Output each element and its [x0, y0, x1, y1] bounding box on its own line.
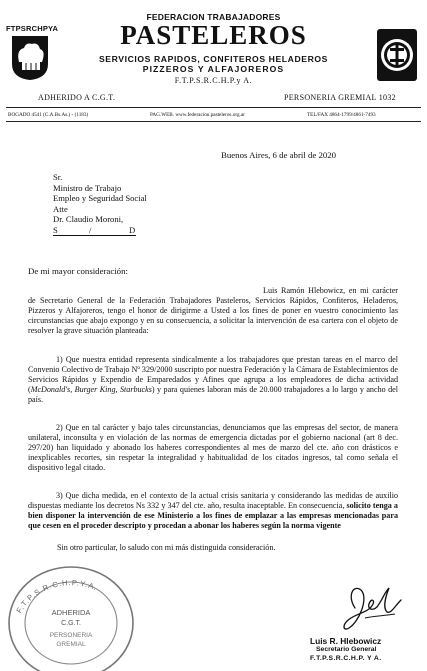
addressee-name: Dr. Claudio Moroni,	[53, 214, 124, 224]
chef-hat-logo-icon	[10, 34, 50, 82]
header-acronym: F.T.P.S.R.C.H.P.y A.	[174, 76, 253, 85]
stamp-line-3: PERSONERIA	[49, 632, 93, 639]
paragraph-point-1-brands: McDonald's, Burger King, Starbucks	[30, 384, 152, 394]
stamp-line-2: C.G.T.	[61, 620, 81, 627]
header-subtitle-2: PIZZEROS Y ALFAJOREROS	[142, 64, 285, 74]
sd-slash: /	[89, 224, 92, 235]
paragraph-intro: Luis Ramón Hlebowicz, en mi carácter de Secretario General de la Federación Trabajadores Pasteleros, Servicios Rápidos, Confiteros, Heladeros, Pizzeros y Alfajoreros, tengo el honor de dirigirme a Usted a los fines de poner en vuestro conocimiento las circunstancias que abajo expongo y en su consecuencia, a solicitar la intervención de esa cartera con el objeto de resolver la grave situación planteada:	[28, 286, 398, 335]
header-subtitle-1: SERVICIOS RAPIDOS, CONFITEROS HELADEROS	[98, 54, 329, 64]
paragraph-point-1-text-b: ) y para quienes laboran más de 20.000 trabajadores a lo largo y ancho del país.	[28, 384, 399, 404]
union-registration: PERSONERIA GREMIAL 1032	[284, 93, 396, 102]
stamp-line-1: ADHERIDA	[51, 608, 91, 617]
addressee-block	[53, 172, 147, 236]
header-rule-bottom	[6, 121, 421, 122]
addressee-line-1: Ministro de Trabajo	[53, 182, 122, 193]
sd-d: D	[129, 224, 136, 235]
union-emblem-icon	[376, 28, 418, 82]
federation-title: FEDERACION TRABAJADORES	[146, 12, 281, 22]
paragraph-point-1	[28, 355, 398, 405]
paragraph-point-3-text: 3) Que dicha medida, en el contexto de la actual crisis sanitaria y considerando las medidas de auxilio dispuestas mediante los decretos Ns 332 y 347 del cte. año, resulta inaceptable. En consecuencia,	[28, 491, 398, 510]
street-address: BOGADO 4541 (C.A.Bs.As.) - (1183)	[8, 112, 89, 118]
website: PAG.WEB. www.federacion.pasteleros.org.ar	[150, 112, 245, 118]
closing-line: Sin otro particular, lo saludo con mi más distinguida consideración.	[57, 543, 276, 552]
stamp-line-4: GREMIAL	[56, 641, 86, 648]
letter-date: Buenos Aires, 6 de abril de 2020	[221, 150, 337, 160]
header-rule-top	[6, 107, 421, 108]
paragraph-point-3	[28, 491, 398, 531]
signatory-name: Luis R. Hlebowicz	[310, 636, 382, 646]
left-logo-label: FTPSRCHPYA	[6, 24, 59, 33]
greeting: De mi mayor consideración:	[28, 266, 128, 276]
sd-s: S	[53, 224, 58, 235]
cgt-affiliation: ADHERIDO A C.G.T.	[38, 93, 116, 102]
addressee-line-2: Empleo y Seguridad Social	[53, 193, 147, 203]
signatory-title: Secretario General	[316, 646, 377, 653]
phone-fax: TEL/FAX 4864-1799/4861-7493	[307, 112, 376, 118]
addressee-atte: Atte	[53, 203, 68, 214]
paragraph-point-3-request: solicito tenga a bien disponer la intervención de ese Ministerio a los fines de emplazar a las empresas mencionadas para que cesen en el proceder descripto y procedan a abonar los haberes según la norma vigente	[28, 500, 398, 530]
paragraph-point-2: 2) Que en tal carácter y bajo tales circunstancias, denunciamos que las empresas del sector, de manera unilateral, inconsulta y en violación de las normas de emergencia dictadas por el gobierno nacional (art 8 dec. 297/20) han liquidado y abonado los haberes correspondientes al mes de marzo del cte. año con drásticos e inexplicables recortes, sin respetar la integralidad y habitualidad de los citados ingresos, tal como señala el dispositivo legal citado.	[28, 423, 398, 472]
handwritten-signature-icon	[325, 578, 415, 638]
paragraph-point-1-text-a: 1) Que nuestra entidad representa sindicalmente a los trabajadores que prestan tareas en el marco del Convenio Colectivo de Trabajo Nº 329/2000 suscripto por nuestra Federación y la Cámara de Establecimientos de Servicios Rápidos y Expendio de Emparedados y Afines que agrupa a los empleadores de dicha actividad (	[28, 355, 398, 394]
signatory-org: F.T.P.S.R.C.H.P. Y A.	[310, 655, 382, 662]
svg-text:F.T.P.S.R.C.H.P.Y.A.: F.T.P.S.R.C.H.P.Y.A.	[14, 578, 100, 615]
union-stamp-icon	[4, 553, 138, 671]
brand-name: PASTELEROS	[120, 20, 307, 50]
addressee-salutation: Sr.	[53, 172, 63, 182]
sd-line	[53, 225, 136, 237]
